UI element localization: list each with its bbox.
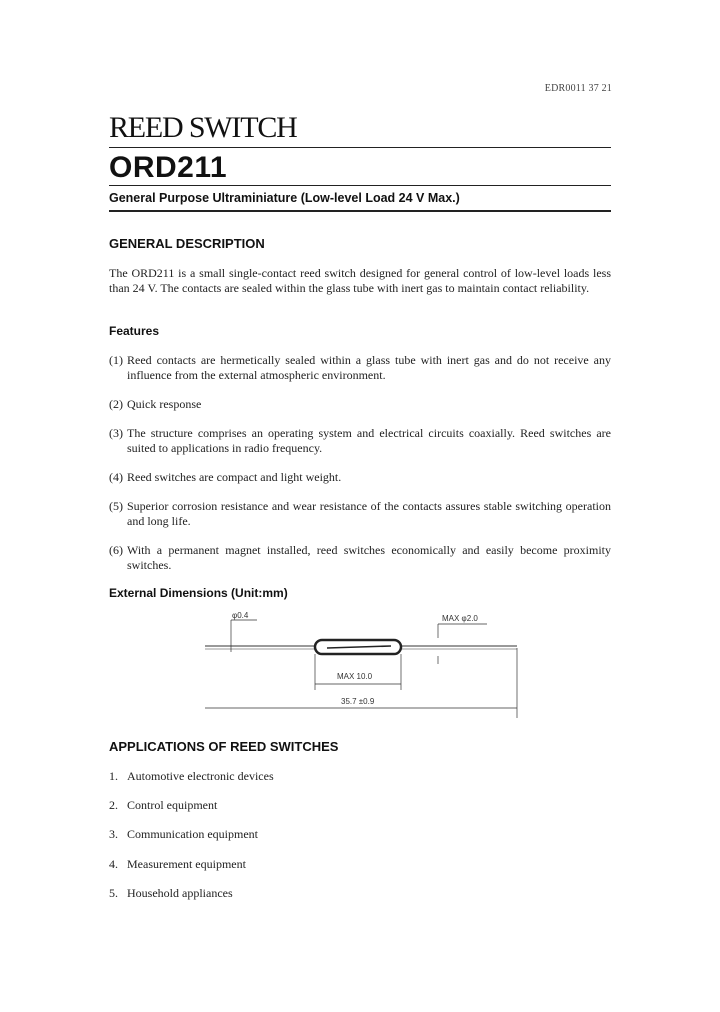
application-item: [109, 827, 258, 842]
feature-text: The structure comprises an operating system and electrical circuits coaxially. Reed switches are suited to applications in radio frequency.: [127, 426, 611, 455]
application-item: [109, 769, 274, 784]
application-text: Communication equipment: [127, 827, 258, 841]
feature-item: [109, 426, 611, 456]
dimensions-heading: External Dimensions (Unit:mm): [109, 586, 288, 600]
feature-text: Quick response: [127, 397, 202, 411]
subtitle-rule: [109, 210, 611, 212]
part-number: ORD211: [109, 151, 228, 184]
feature-number: (2): [109, 397, 123, 411]
total-length-label: 35.7 ±0.9: [341, 697, 375, 706]
glass-length-label: MAX 10.0: [337, 672, 373, 681]
application-text: Control equipment: [127, 798, 218, 812]
feature-text: Reed contacts are hermetically sealed within a glass tube with inert gas and do not receive any influence from the external atmospheric environment.: [127, 353, 611, 382]
applications-heading: APPLICATIONS OF REED SWITCHES: [109, 739, 339, 754]
feature-item: [109, 543, 611, 573]
feature-number: (6): [109, 543, 123, 557]
feature-text: Reed switches are compact and light weight.: [127, 470, 342, 484]
application-item: [109, 886, 233, 901]
feature-text: Superior corrosion resistance and wear resistance of the contacts assures stable switching operation and long life.: [127, 499, 611, 528]
product-category: REED SWITCH: [109, 111, 297, 144]
part-rule: [109, 185, 611, 186]
application-item: [109, 798, 217, 813]
title-rule: [109, 147, 611, 148]
feature-text: With a permanent magnet installed, reed switches economically and easily become proximity switches.: [127, 543, 611, 572]
application-text: Household appliances: [127, 886, 233, 900]
application-number: 2.: [109, 798, 118, 812]
document-code: EDR0011 37 21: [544, 83, 612, 94]
general-description-text: The ORD211 is a small single-contact reed switch designed for general control of low-level loads less than 24 V. The contacts are sealed within the glass tube with inert gas to maintain contact reliability.: [109, 266, 611, 295]
application-text: Automotive electronic devices: [127, 769, 274, 783]
dimension-drawing: [195, 606, 535, 722]
feature-item: [109, 353, 611, 383]
feature-number: (4): [109, 470, 123, 484]
feature-number: (5): [109, 499, 123, 513]
feature-number: (3): [109, 426, 123, 440]
max-diameter-label: MAX φ2.0: [442, 614, 478, 623]
feature-item: [109, 397, 611, 412]
application-number: 3.: [109, 827, 118, 841]
application-number: 1.: [109, 769, 118, 783]
feature-item: [109, 499, 611, 529]
feature-item: [109, 470, 611, 485]
application-number: 5.: [109, 886, 118, 900]
application-text: Measurement equipment: [127, 857, 246, 871]
general-description-heading: GENERAL DESCRIPTION: [109, 236, 265, 251]
lead-diameter-label: φ0.4: [232, 611, 249, 620]
feature-number: (1): [109, 353, 123, 367]
application-item: [109, 857, 246, 872]
product-subtitle: General Purpose Ultraminiature (Low-level Load 24 V Max.): [109, 191, 460, 205]
application-number: 4.: [109, 857, 118, 871]
features-heading: Features: [109, 324, 160, 338]
